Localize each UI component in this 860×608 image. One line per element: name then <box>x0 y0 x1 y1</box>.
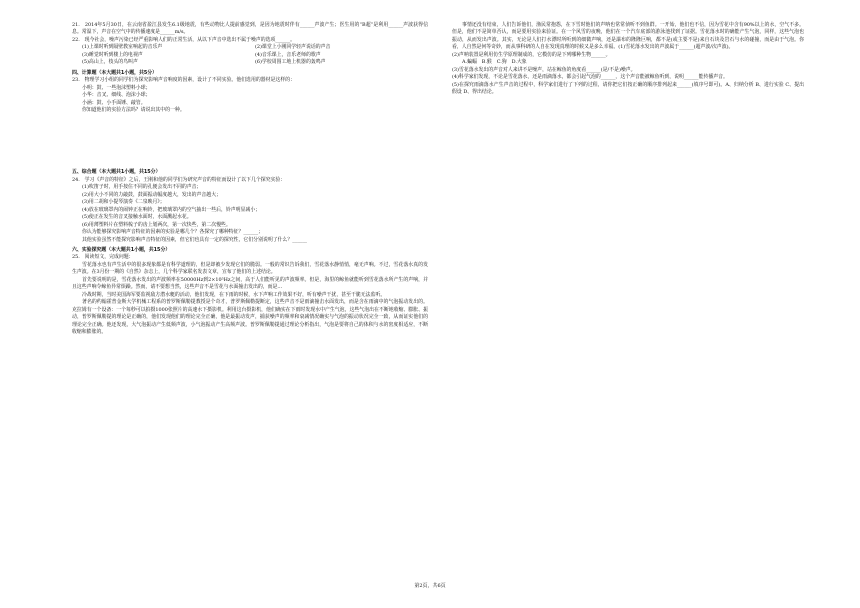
question-21: 21. 2014年5月30日，在云南省盈江县发生6.1级地震，有些动物比人提前感觉到，是因为地震时伴有______声波产生；医生用的“B超”是利用______声波获得信息。常温下，声音在空气中的传播速度是______m/s。 <box>72 22 428 36</box>
question-24-line: 你认为能够探究影响声音特征的因素的实验是哪几个？各探究了哪种特征？______； <box>82 229 263 236</box>
question-24-line: (5)使正在发生的音叉接触水面时，水面溅起水花。 <box>82 214 192 221</box>
option: (4)音乐课上，音乐老师的歌声 <box>255 51 321 58</box>
question-22-options <box>72 44 428 66</box>
question-24-line: (2)用大小不同的力敲鼓，鼓面振动幅度越大，发出的声音越大； <box>82 191 221 198</box>
passage-paragraph: 事情还没有结束，人们告诉他们，渔民常抱怨，在下雪时他们的声呐也常常侦听不到鱼群。一开始，他们也不信，因为雪花中含有90%以上的水，空气不多。但是，他们不是简单否认，而是要用实验来验证。在一个风雪的夜晚，他们在一个汽车底部的游泳池找到了证据。雪花落水时的确能产生气泡，同样，这些气泡也振动，从而发出声波。其实，无论是人们打水漂时所听到的细微声响，还是瀑布的隆隆巨响，都不是(或主要不是)来自石块及岩石与水的碰撞，而是由于气泡。你看，人自然是何等奇妙，而从事科研的人自在发现真理的时候又是多么幸福。(1)雪花落水发出的声波属于______(超声波/次声波)。 <box>452 22 804 51</box>
sub-question: (5)在探究雨滴落水产生声音的过程中，科学家们进行了下列的过程，请你把它们按正确的顺序排列起来______(填序号即可)。A、归纳分析 B、进行实验 C、提出假设 D、得出结论。 <box>452 81 804 96</box>
passage-paragraph: 冷战时期，当时美国海军要监视敌方潜水艇的活动，他们发现，在下雨的时候，水下声响工作效果不好，听有噪声干扰，甚至干脆无法监听。 <box>82 291 386 298</box>
question-23-line: 小明：鼓、一些泡沫塑料小球； <box>82 84 151 91</box>
question-24-line: 其他实验虽然不能探究影响声音特征的因素，但它们也具有一定的探究性，它们分别说明了什么？______ <box>82 236 307 243</box>
section-heading-4: 四、计算题（本大题共1小题，共5分） <box>72 69 158 76</box>
question-24-line: (3)用二胡和小提琴演奏《二泉映月》； <box>82 199 165 206</box>
option: (6)学校周围工地上机器的轰鸣声 <box>255 59 326 66</box>
question-24-line: (1)吹笛子时，用手按住不同的孔便会发出不同的声音； <box>82 184 202 191</box>
page-number: 第2页，共6页 <box>414 583 446 589</box>
question-23-line: 小涵：鼓、小手面锤、敲管。 <box>82 99 146 106</box>
option: (2)课堂上小刚同学轻声说话的声音 <box>255 44 331 51</box>
question-23-line: 你知道他们的实验方法吗？请说出其中的一种。 <box>82 106 185 113</box>
sub-question: (2)声呐装置是利用仿生学原理制成的，它模仿的是下列哪种生物______。 <box>452 51 611 58</box>
question-22-stem: 22. 现今社会，噪声污染已经严重影响人们的正常生活，从以下声音中选出不属于噪声的选项______。 <box>72 36 295 43</box>
option: (5)高山上，枝头的鸟叫声 <box>82 59 138 66</box>
passage-paragraph: 雪花落水也有声生活中的很多现象都是有科学道理的，但是却被少发现它们的脆弱。一般的常识告诉我们，雪花落水静悄悄，毫无声响。不过，雪花落水真的发生声波。在3月份一期的《自然》杂志上，几个科学家联名发表文章，宣布了他们的上述结论。 <box>72 261 428 276</box>
question-24-line: (6)用薄塑料片在塑料梳子的齿上划两次，第一次快些，第二次慢些。 <box>82 221 231 228</box>
left-column <box>72 22 428 336</box>
right-column <box>452 22 804 97</box>
answer-space <box>72 114 428 166</box>
sub-question: (3)雪花落水发出的声音对人来讲不是噪声，站在鲸鱼的角度看______(是/不是)噪声。 <box>452 66 636 73</box>
question-24-line: (4)放在玻璃罩内的闹钟正在响铃，把玻璃罩内的空气抽出一些后，铃声明显减小； <box>82 206 261 213</box>
section-heading-5: 五、综合题（本大题共1小题，共15分） <box>72 169 161 176</box>
passage-paragraph: 著名的约翰霍普金斯大学机械工程系的普罗斯佩勒提教授是个奇才，普罗斯佩勒提断定，这些声音不是雨滴撞击水面发出，而是含在雨滴中的气泡振动发出的。克拉姆有一个设备：一个每秒可以拍摄1000张照片的高速水下摄影机。利用这台摄影机，他们确实在下雨时发现水中产生气泡，这些气泡出在不断地收缩、膨胀、振动，普罗斯佩勒提的理论是正确的，他们发现他们的理论完全正确，他是最振动发声，捕获噪声的频率和衰减情况确实与气泡的振动状况完全一致，从而证实他们的理论完全正确。他还发现，大气泡振动产生低频声波，小气泡振动产生高频声波。普罗斯佩勒提通过理论分析指出，气泡是要将自己的体积与水的密度相适应，不断收缩和膨胀的。 <box>72 299 428 335</box>
sub-question: (4)科学家们发现，不论是雪花落水，还是雨滴落水，都会引起气泡的______，这个声音能被鲸鱼听到，说明______能传播声音。 <box>452 74 728 81</box>
question-23-line: 23. 物理学习小组的同学们为探究影响声音响度的因素，设计了不同实验。他们选用的器材是这样的： <box>72 77 295 84</box>
question-25-stem: 25. 阅读短文，完成问题： <box>72 254 134 261</box>
option: (3)睡觉时听到楼上的电视声 <box>82 51 143 58</box>
section-heading-6: 六、实验探究题（本大题共1小题，共15分） <box>72 246 171 253</box>
passage-paragraph: 首先要说明的是，雪花落水发出的声波频率在50000Hz到2×10⁵Hz之间，高于人们能听见的声波频率。但是，海里的鲸鱼就能听到雪花落水所产生的声响，并且这些声响令鲸鱼异常烦躁。然而，请不要想当然，这些声音不是雪花与水面撞击发出的，而是... <box>72 276 428 291</box>
question-23-line: 小华：音叉、细线、泡沫小球； <box>82 92 151 99</box>
question-24-line: 24. 学习《声音的特征》之后，王刚和他的同学们为研究声音的特征而设计了以下几个探究实验： <box>72 176 286 183</box>
answer-choices: A.蝙蝠 B.猴 C.狗 D.大象 <box>462 59 527 66</box>
option: (1)上课时听到隔壁教室响起的音乐声 <box>82 44 163 51</box>
